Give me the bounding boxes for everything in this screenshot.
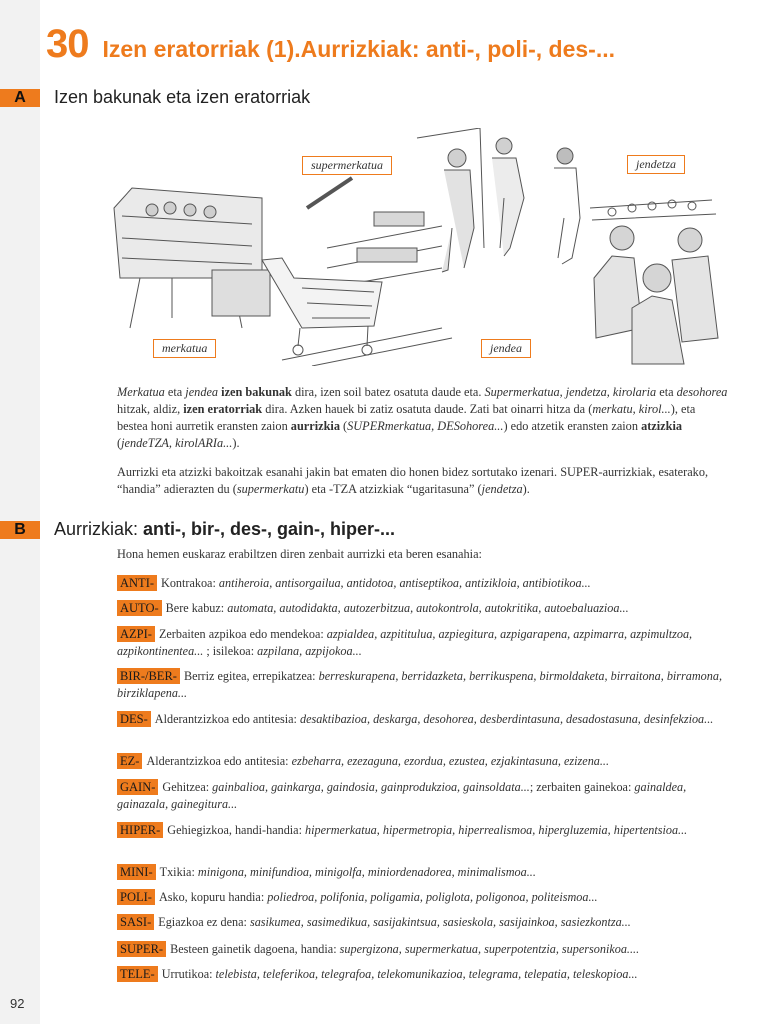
text-segment: dira. Azken hauek bi zatiz osatuta daude. Zati bat oinarri hitza da ( — [262, 402, 593, 416]
prefix-meaning: Gehiegizkoa, handi-handia: — [167, 823, 306, 837]
text-segment: hitzak, aldiz, — [117, 402, 184, 416]
text-segment: ), eta bestea honi aurretik eransten zaion — [117, 402, 696, 433]
text-segment: dira, izen soil batez osatuta daude eta. — [291, 385, 485, 399]
prefix-extra: ; isilekoa: — [203, 644, 258, 658]
text-segment: Merkatua — [117, 385, 165, 399]
section-a-paragraph-1 — [117, 384, 729, 452]
prefix-entry-anti — [117, 575, 731, 592]
text-segment: atzizkia — [641, 419, 683, 433]
prefix-entry-poli — [117, 889, 731, 906]
prefix-tag: MINI- — [117, 864, 156, 880]
prefix-meaning: Egiazkoa ez dena: — [158, 915, 250, 929]
prefix-tag: BIR-/BER- — [117, 668, 180, 684]
prefix-meaning: Besteen gainetik dagoena, handia: — [170, 942, 340, 956]
prefix-examples: berreskurapena, berridazketa, berrikuspena, birmoldaketa, birraitona, birramona, birziklapena... — [117, 669, 723, 700]
text-segment: izen eratorriak — [183, 402, 263, 416]
prefix-entry-gain — [117, 779, 731, 813]
prefix-meaning: Alderantzizkoa edo antitesia: — [154, 712, 300, 726]
text-segment: desohorea — [676, 385, 728, 399]
prefix-examples-2: gainaldea, gainazala, gainegitura... — [117, 780, 687, 811]
text-segment: ) eta -TZA atzizkiak “ugaritasuna” ( — [304, 482, 482, 496]
prefix-meaning: Bere kabuz: — [165, 601, 228, 615]
prefix-entry-bir-ber — [117, 668, 731, 702]
prefix-extra: ; zerbaiten gainekoa: — [529, 780, 635, 794]
section-b-badge: B — [0, 521, 40, 539]
prefix-entry-hiper — [117, 822, 731, 839]
prefix-meaning: Asko, kopuru handia: — [158, 890, 268, 904]
prefix-meaning: Alderantzizkoa edo antitesia: — [146, 754, 292, 768]
prefix-tag: EZ- — [117, 753, 142, 769]
prefix-tag: TELE- — [117, 966, 158, 982]
page-title — [46, 22, 615, 72]
prefix-examples: hipermerkatua, hipermetropia, hiperrealismoa, hipergluzemia, hipertentsioa... — [305, 823, 688, 837]
prefix-examples: minigona, minifundioa, minigolfa, miniordenadorea, minimalismoa... — [197, 865, 536, 879]
prefix-meaning: Urrutikoa: — [161, 967, 216, 981]
text-segment: izen bakunak — [221, 385, 292, 399]
text-segment: Supermerkatua, jendetza, kirolaria — [484, 385, 657, 399]
page-sidebar — [0, 0, 40, 1024]
prefix-examples: poliedroa, polifonia, poligamia, poliglota, poligonoa, politeismoa... — [267, 890, 598, 904]
section-a-paragraph-2 — [117, 464, 729, 498]
section-a-heading: Izen bakunak eta izen eratorriak — [54, 87, 311, 107]
prefix-meaning: Txikia: — [159, 865, 198, 879]
prefix-examples: desaktibazioa, deskarga, desohorea, desberdintasuna, desadostasuna, desinfekzioa... — [299, 712, 714, 726]
text-segment: jendeTZA, kirolARIa... — [121, 436, 233, 450]
prefix-entry-ez — [117, 753, 731, 770]
prefix-entry-super — [117, 941, 731, 958]
prefix-tag: AZPI- — [117, 626, 155, 642]
title-bold: Aurrizkiak: anti-, poli-, des-... — [300, 36, 616, 62]
text-segment: Aurrizki eta atzizki bakoitzak esanahi jakin bat ematen dio honen bidez sortutako izenari. SUPER-aurrizkiak, esaterako, “handia” adierazten du ( — [117, 465, 709, 496]
prefix-examples: supergizona, supermerkatua, superpotentzia, supersonikoa.... — [339, 942, 640, 956]
prefix-meaning: Berriz egitea, errepikatzea: — [183, 669, 319, 683]
prefix-entry-sasi — [117, 914, 731, 931]
text-segment: ( — [117, 436, 122, 450]
label-jendetza: jendetza — [627, 155, 685, 174]
prefix-meaning: Gehitzea: — [162, 780, 213, 794]
text-segment: aurrizkia — [290, 419, 340, 433]
prefix-entry-auto — [117, 600, 731, 617]
text-segment: eta — [164, 385, 186, 399]
section-a-badge: A — [0, 89, 40, 107]
section-b-intro: Hona hemen euskaraz erabiltzen diren zenbait aurrizki eta beren esanahia: — [117, 547, 482, 561]
prefix-tag: POLI- — [117, 889, 155, 905]
text-segment: SUPERmerkatua, DESohorea... — [347, 419, 504, 433]
prefix-entry-azpi — [117, 626, 731, 660]
prefix-tag: HIPER- — [117, 822, 163, 838]
prefix-tag: SUPER- — [117, 941, 166, 957]
text-segment: jendea — [185, 385, 219, 399]
prefix-tag: ANTI- — [117, 575, 157, 591]
section-b-heading-prefix: Aurrizkiak: — [54, 519, 144, 539]
text-segment: eta — [656, 385, 677, 399]
unit-number: 30 — [46, 22, 89, 66]
prefix-entry-mini — [117, 864, 731, 881]
text-segment: merkatu, kirol... — [592, 402, 671, 416]
prefix-examples-2: azpilana, azpijokoa... — [257, 644, 362, 658]
label-jendea: jendea — [481, 339, 531, 358]
prefix-examples: automata, autodidakta, autozerbitzua, autokontrola, autokritika, autoebaluazioa... — [227, 601, 629, 615]
text-segment: ). — [232, 436, 240, 450]
label-merkatua: merkatua — [153, 339, 216, 358]
prefix-tag: SASI- — [117, 914, 154, 930]
prefix-examples: ezbeharra, ezezaguna, ezordua, ezustea, ezjakintasuna, ezizena... — [291, 754, 610, 768]
prefix-tag: DES- — [117, 711, 151, 727]
prefix-meaning: Kontrakoa: — [161, 576, 219, 590]
prefix-examples: telebista, teleferikoa, telegrafoa, telekomunikazioa, telegrama, telepatia, teleskopioa... — [215, 967, 638, 981]
prefix-examples: sasikumea, sasimedikua, sasijakintsua, sasieskola, sasijainkoa, sasiezkontza... — [249, 915, 631, 929]
text-segment: ( — [339, 419, 348, 433]
prefix-meaning: Zerbaiten azpikoa edo mendekoa: — [158, 627, 327, 641]
prefix-entry-tele — [117, 966, 731, 983]
prefix-tag: GAIN- — [117, 779, 158, 795]
prefix-entry-des — [117, 711, 731, 728]
title-main: Izen eratorriak (1). — [102, 36, 301, 62]
text-segment: ) edo atzetik eransten zaion — [503, 419, 642, 433]
prefix-examples: azpialdea, azpititulua, azpiegitura, azpigarapena, azpimarra, azpimultzoa, azpikontinentea... — [117, 627, 693, 658]
label-supermerkatua: supermerkatua — [302, 156, 392, 175]
text-segment: ). — [522, 482, 530, 496]
prefix-examples: antiheroia, antisorgailua, antidotoa, antiseptikoa, antizikloia, antibiotikoa... — [218, 576, 591, 590]
prefix-tag: AUTO- — [117, 600, 162, 616]
text-segment: supermerkatu — [236, 482, 305, 496]
text-segment: jendetza — [481, 482, 523, 496]
section-b-heading-bold: anti-, bir-, des-, gain-, hiper-... — [143, 519, 396, 539]
section-b-heading — [54, 519, 395, 540]
page-number: 92 — [10, 996, 25, 1011]
prefix-examples: gainbalioa, gainkarga, gaindosia, gainprodukzioa, gainsoldata... — [212, 780, 530, 794]
